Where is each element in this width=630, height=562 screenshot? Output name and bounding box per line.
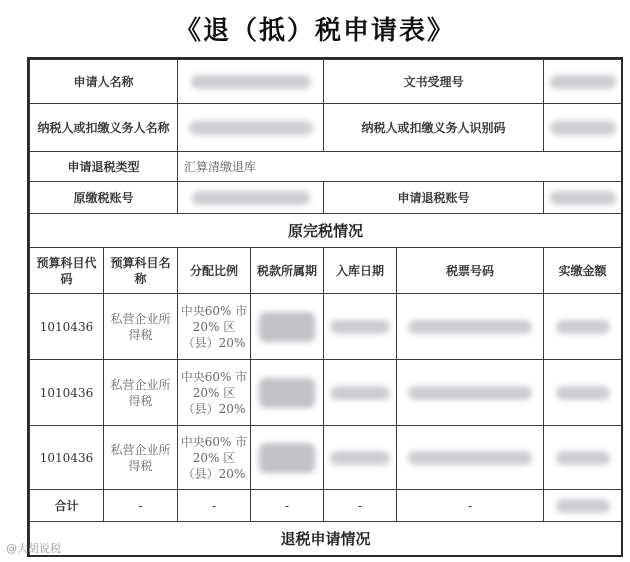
date-value <box>324 426 397 490</box>
total-dash: - <box>324 490 397 522</box>
col-header-period: 税款所属期 <box>251 248 324 294</box>
ratio: 中央60% 市20% 区（县）20% <box>178 360 251 426</box>
col-header-ratio: 分配比例 <box>178 248 251 294</box>
budget-code: 1010436 <box>30 294 104 360</box>
ticket-value <box>397 360 544 426</box>
redacted-mark <box>556 451 610 465</box>
watermark: @大胡说税 <box>6 542 61 555</box>
redacted-mark <box>330 451 390 465</box>
redacted-mark <box>192 191 310 205</box>
period-value <box>251 360 324 426</box>
budget-name: 私营企业所得税 <box>104 426 178 490</box>
taxpayer-id-label: 纳税人或扣缴义务人识别码 <box>324 104 544 152</box>
table-row <box>30 294 622 360</box>
amount-value <box>544 294 622 360</box>
redacted-mark <box>408 320 532 334</box>
total-amount <box>544 490 622 522</box>
redacted-mark <box>259 443 315 473</box>
ticket-value <box>397 294 544 360</box>
applicant-name-label: 申请人名称 <box>30 60 178 104</box>
period-value <box>251 426 324 490</box>
redacted-mark <box>259 378 315 408</box>
taxpayer-name-label: 纳税人或扣缴义务人名称 <box>30 104 178 152</box>
table-row <box>30 426 622 490</box>
ticket-value <box>397 426 544 490</box>
redacted-mark <box>408 386 532 400</box>
col-header-ticket: 税票号码 <box>397 248 544 294</box>
redacted-mark <box>408 451 532 465</box>
col-header-amount: 实缴金额 <box>544 248 622 294</box>
total-dash: - <box>104 490 178 522</box>
refund-type-value: 汇算清缴退库 <box>178 152 622 182</box>
total-row <box>30 490 622 522</box>
redacted-mark <box>191 75 311 89</box>
orig-account-value <box>178 182 324 214</box>
redacted-mark <box>330 320 390 334</box>
budget-code: 1010436 <box>30 360 104 426</box>
total-label: 合计 <box>30 490 104 522</box>
amount-value <box>544 426 622 490</box>
amount-value <box>544 360 622 426</box>
refund-account-label: 申请退税账号 <box>324 182 544 214</box>
redacted-mark <box>550 75 616 89</box>
taxpayer-name-value <box>178 104 324 152</box>
redacted-mark <box>330 386 390 400</box>
redacted-mark <box>556 386 610 400</box>
date-value <box>324 294 397 360</box>
doc-number-value <box>544 60 622 104</box>
total-dash: - <box>178 490 251 522</box>
date-value <box>324 360 397 426</box>
redacted-mark <box>550 121 616 135</box>
ratio: 中央60% 市20% 区（县）20% <box>178 426 251 490</box>
refund-account-value <box>544 182 622 214</box>
refund-type-label: 申请退税类型 <box>30 152 178 182</box>
redacted-mark <box>189 121 313 135</box>
budget-code: 1010436 <box>30 426 104 490</box>
budget-name: 私营企业所得税 <box>104 294 178 360</box>
taxpayer-id-value <box>544 104 622 152</box>
redacted-mark <box>556 499 610 513</box>
redacted-mark <box>259 312 315 342</box>
applicant-name-value <box>178 60 324 104</box>
col-header-name: 预算科目名称 <box>104 248 178 294</box>
orig-account-label: 原缴税账号 <box>30 182 178 214</box>
total-dash: - <box>397 490 544 522</box>
doc-number-label: 文书受理号 <box>324 60 544 104</box>
ratio: 中央60% 市20% 区（县）20% <box>178 294 251 360</box>
redacted-mark <box>550 191 616 205</box>
redacted-mark <box>556 320 610 334</box>
col-header-date: 入库日期 <box>324 248 397 294</box>
budget-name: 私营企业所得税 <box>104 360 178 426</box>
page-title: 《退（抵）税申请表》 <box>174 16 455 46</box>
refund-application-form <box>27 57 623 557</box>
period-value <box>251 294 324 360</box>
table-row <box>30 360 622 426</box>
section-paid-header: 原完税情况 <box>30 214 622 248</box>
section-refund-header: 退税申请情况 <box>30 522 622 556</box>
form-table <box>29 59 622 556</box>
col-header-code: 预算科目代码 <box>30 248 104 294</box>
total-dash: - <box>251 490 324 522</box>
